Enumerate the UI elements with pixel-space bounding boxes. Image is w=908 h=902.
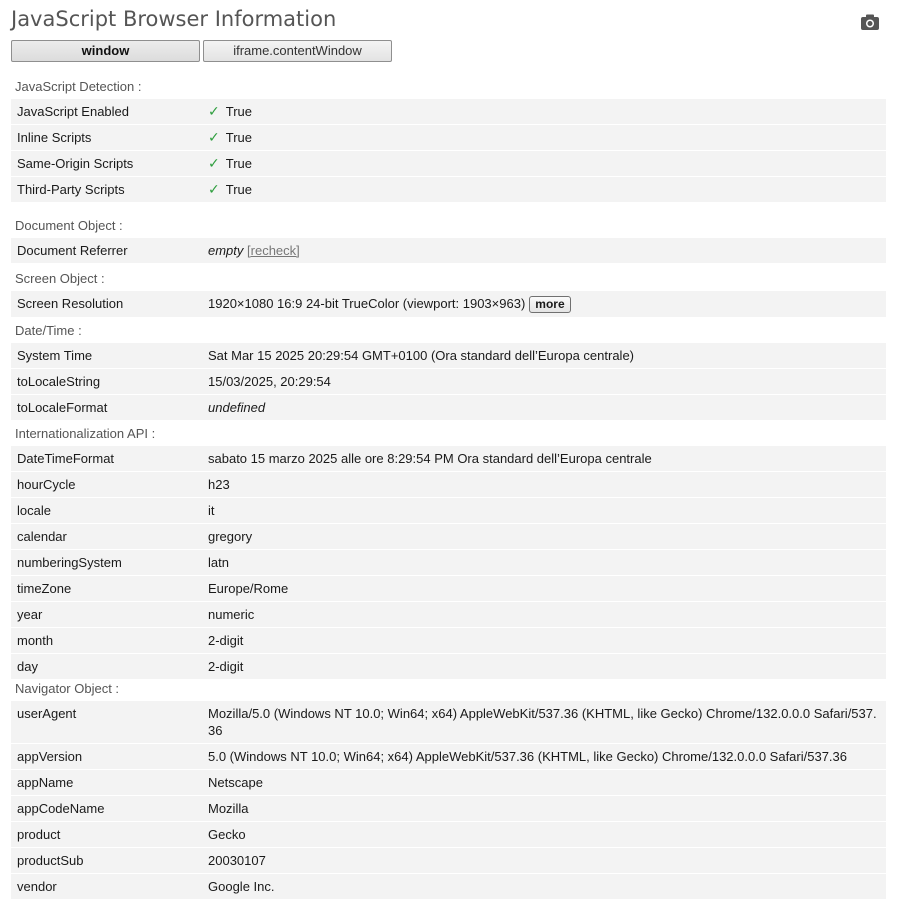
row-key: appName [17,775,74,790]
table-row [11,796,886,822]
row-value: it [208,503,215,518]
row-key: day [17,659,38,674]
navigator-table [11,701,886,900]
table-row [11,550,886,576]
table-row [11,602,886,628]
row-value-text: True [225,156,252,171]
row-key: numberingSystem [17,555,122,570]
section-title-screen: Screen Object : [15,271,105,286]
check-icon: ✓ [208,181,220,197]
table-row [11,822,886,848]
row-key: month [17,633,54,648]
check-icon: ✓ [208,129,220,145]
table-row [11,874,886,900]
check-icon: ✓ [208,155,220,171]
row-value: 20030107 [208,853,266,868]
row-value [202,125,886,150]
row-key: calendar [17,529,67,544]
table-row [11,369,886,395]
table-row [11,654,886,680]
screen-resolution-value: 1920×1080 16:9 24-bit TrueColor (viewport: 1903×963) [208,296,526,311]
table-row [11,701,886,744]
row-key: System Time [17,348,93,363]
row-key: product [17,827,61,842]
row-value-text: True [225,182,252,197]
table-row [11,576,886,602]
row-value: 5.0 (Windows NT 10.0; Win64; x64) AppleWebKit/537.36 (KHTML, like Gecko) Chrome/132.0.0.0 Safari/537.36 [208,749,847,764]
row-value: Gecko [208,827,246,842]
tab-iframe-contentwindow[interactable]: iframe.contentWindow [203,40,392,62]
row-key: Screen Resolution [17,296,124,311]
row-value [202,291,886,317]
row-key: Document Referrer [17,243,128,258]
row-value [202,151,886,176]
row-value: 2-digit [208,633,244,648]
row-value: Google Inc. [208,879,275,894]
row-key: hourCycle [17,477,76,492]
screen-table [11,291,886,318]
table-row [11,472,886,498]
row-key: vendor [17,879,57,894]
row-value [202,177,886,202]
table-row [11,628,886,654]
row-value: undefined [208,400,266,415]
table-row [11,343,886,369]
datetime-table [11,343,886,421]
row-value: 2-digit [208,659,244,674]
section-title-navigator: Navigator Object : [15,681,120,696]
referrer-value: empty [208,243,244,258]
table-row [11,848,886,874]
table-row [11,744,886,770]
row-key: Same-Origin Scripts [17,156,134,171]
row-value: numeric [208,607,255,622]
row-value: Mozilla/5.0 (Windows NT 10.0; Win64; x64) AppleWebKit/537.36 (KHTML, like Gecko) Chrome/132.0.0.0 Safari/537.36 [208,706,877,738]
js-table [11,99,886,203]
row-value: Mozilla [208,801,249,816]
section-title-document: Document Object : [15,218,123,233]
page-title: JavaScript Browser Information [11,7,337,31]
row-value: Europe/Rome [208,581,289,596]
row-key: toLocaleFormat [17,400,108,415]
row-value: sabato 15 marzo 2025 alle ore 8:29:54 PM Ora standard dell’Europa centrale [208,451,652,466]
table-row [11,125,886,151]
row-key: appCodeName [17,801,105,816]
table-row [11,446,886,472]
row-value [202,99,886,124]
table-row [11,770,886,796]
row-value: gregory [208,529,253,544]
section-title-datetime: Date/Time : [15,323,82,338]
row-value-text: True [225,130,252,145]
row-value: h23 [208,477,230,492]
table-row [11,498,886,524]
row-key: JavaScript Enabled [17,104,130,119]
table-row [11,291,886,318]
table-row [11,99,886,125]
table-row [11,238,886,264]
row-value: Sat Mar 15 2025 20:29:54 GMT+0100 (Ora standard dell’Europa centrale) [208,348,634,363]
intl-table [11,446,886,680]
row-key: year [17,607,43,622]
table-row [11,177,886,203]
document-table [11,238,886,264]
more-button[interactable]: more [529,296,570,313]
row-key: Inline Scripts [17,130,92,145]
row-key: Third-Party Scripts [17,182,125,197]
row-key: userAgent [17,706,77,721]
table-row [11,395,886,421]
row-value: latn [208,555,229,570]
section-title-intl: Internationalization API : [15,426,156,441]
check-icon: ✓ [208,103,220,119]
section-title-js: JavaScript Detection : [15,79,142,94]
tab-window[interactable]: window [11,40,200,62]
row-key: timeZone [17,581,72,596]
table-row [11,151,886,177]
row-key: DateTimeFormat [17,451,115,466]
row-value: Netscape [208,775,263,790]
row-value-text: True [225,104,252,119]
row-key: productSub [17,853,84,868]
row-value [202,238,886,263]
row-key: locale [17,503,51,518]
row-key: toLocaleString [17,374,101,389]
table-row [11,524,886,550]
row-key: appVersion [17,749,83,764]
row-value: 15/03/2025, 20:29:54 [208,374,331,389]
camera-icon[interactable] [860,13,880,31]
recheck-link[interactable]: [recheck] [247,243,300,258]
